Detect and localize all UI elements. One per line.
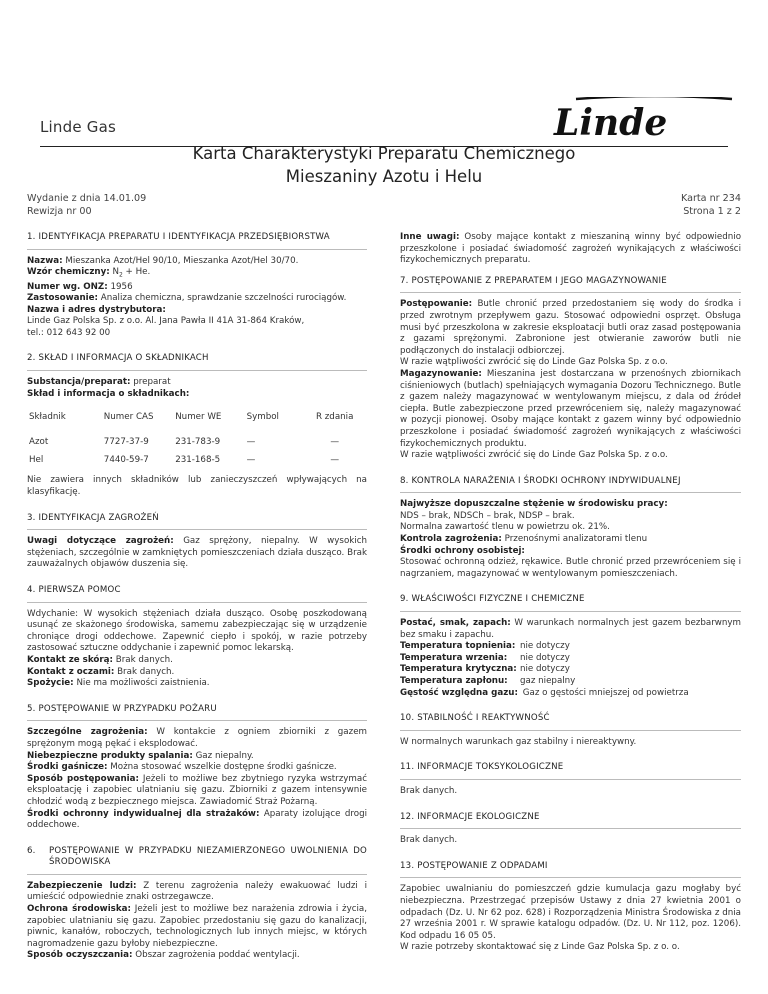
storage-doubt: W razie wątpliwości zwrócić się do Linde Gaz Polska Sp. z o.o. — [400, 450, 668, 461]
composition-note: Nie zawiera innych składników lub zanieczyszczeń wpływających na klasyfikację. — [27, 475, 367, 498]
fire-products: Niebezpieczne produkty spalania: Gaz niepalny. — [27, 750, 254, 761]
section-10-heading: 10. STABILNOŚĆ I REAKTYWNOŚĆ — [400, 713, 741, 731]
oxygen-content: Normalna zawartość tlenu w powietrzu ok. 21%. — [400, 522, 610, 533]
toxicology-text: Brak danych. — [400, 785, 458, 796]
brand-name: Linde Gas — [40, 118, 116, 136]
revision-number: Rewizja nr 00 — [27, 206, 92, 217]
table-cell: 231-783-9 — [175, 437, 221, 448]
table-cell: Hel — [29, 454, 44, 465]
release-cleanup: Sposób oczyszczania: Obszar zagrożenia poddać wentylacji. — [27, 950, 300, 961]
document-title: Karta Charakterystyki Preparatu Chemicznego — [192, 144, 576, 163]
section-5-heading: 5. POSTĘPOWANIE W PRZYPADKU POŻARU — [27, 704, 367, 722]
table-header-cell: Numer CAS — [103, 412, 154, 423]
table-cell: — — [330, 437, 340, 448]
property-row: Gęstość względna gazu: Gaz o gęstości mniejszej od powietrza — [400, 687, 689, 698]
substance-type: Substancja/preparat: preparat — [27, 377, 171, 388]
fire-agents: Środki gaśnicze: Można stosować wszelkie dostępne środki gaśnicze. — [27, 762, 337, 773]
table-cell: — — [330, 454, 340, 465]
section-11-heading: 11. INFORMACJE TOKSYKOLOGICZNE — [400, 762, 741, 780]
first-aid-eyes: Kontakt z oczami: Brak danych. — [27, 666, 175, 677]
fire-ppe: Środki ochronny indywidualnej dla strażaków: Aparaty izolujące drogi oddechowe. — [27, 808, 368, 831]
property-row: Temperatura krytyczna: nie dotyczy — [400, 664, 570, 675]
linde-logo — [546, 97, 734, 141]
composition-table — [27, 402, 367, 469]
first-aid-skin: Kontakt ze skórą: Brak danych. — [27, 654, 173, 665]
section-3-heading: 3. IDENTYFIKACJA ZAGROŻEŃ — [27, 513, 367, 531]
property-row: Temperatura topnienia: nie dotyczy — [400, 641, 570, 652]
table-header-cell: Symbol — [246, 412, 279, 423]
hazard-notes: Uwagi dotyczące zagrożeń: Gaz sprężony, niepalny. W wysokich stężeniach, szczególnie w zamkniętych pomieszczeniach działa dusząco. Brak zauważalnych objawów duszenia się. — [27, 536, 367, 570]
table-cell: 7440-59-7 — [103, 454, 149, 465]
distributor-phone: tel.: 012 643 92 00 — [27, 327, 111, 338]
stability-text: W normalnych warunkach gaz stabilny i niereaktywny. — [400, 736, 637, 747]
table-row — [27, 434, 367, 452]
table-cell: 7727-37-9 — [103, 437, 149, 448]
onz-number: Numer wg. ONZ: 1956 — [27, 281, 133, 292]
fire-special-hazards: Szczególne zagrożenia: W kontakcie z ogniem zbiorniki z gazem sprężonym mogą pękać i eksplodować. — [27, 727, 367, 749]
section-1-heading: 1. IDENTYFIKACJA PREPARATU I IDENTYFIKACJA PRZEDSIĘBIORSTWA — [27, 232, 367, 250]
document-subtitle: Mieszaniny Azotu i Helu — [285, 167, 483, 186]
section-6-heading: 6. POSTĘPOWANIE W PRZYPADKU NIEZAMIERZONEGO UWOLNIENIA DO ŚRODOWISKA — [27, 846, 367, 875]
first-aid-inhalation: Wdychanie: W wysokich stężeniach działa dusząco. Osobę poszkodowaną usunąć ze skażonego środowiska, samemu zabezpieczając się w urządzenie chroniące drogi oddechowe. Zapewnić ciepło i spokój, w razie potrzeby zastosować sztuczne oddychanie i zapewnić pomoc lekarską. — [27, 608, 368, 654]
release-people: Zabezpieczenie ludzi: Z terenu zagrożenia należy ewakuować ludzi i umieścić odpowiednie znaki ostrzegawcze. — [27, 880, 367, 903]
page-number: Strona 1 z 2 — [683, 206, 741, 217]
distributor-label: Nazwa i adres dystrybutora: — [27, 304, 166, 315]
exposure-limits-label: Najwyższe dopuszczalne stężenie w środowisku pracy: — [400, 499, 668, 510]
property-row: Temperatura zapłonu: gaz niepalny — [400, 676, 576, 686]
storage-text: Magazynowanie: Mieszanina jest dostarczana w przenośnych zbiornikach ciśnieniowych (butlach) spełniających wymagania Dozoru Technicznego. Butle z gazem należy magazynować w wentylowanym miejscu, z dala od źródeł ciepła. Butle zabezpieczone przed przewróceniem się, należy magazynować w pozycji pionowej. Osoby mające kontakt z gazem winny być odpowiednio przeszkolone i posiadać świadomość zagrożeń wynikających z właściwości fizykochemicznych produktu. — [400, 368, 741, 449]
section-7-heading: 7. POSTĘPOWANIE Z PREPARATEM I JEGO MAGAZYNOWANIE — [400, 276, 741, 294]
product-name: Nazwa: Mieszanka Azot/Hel 90/10, Mieszanka Azot/Hel 30/70. — [27, 255, 299, 266]
section-2-heading: 2. SKŁAD I INFORMACJA O SKŁADNIKACH — [27, 353, 367, 371]
first-aid-ingestion: Spożycie: Nie ma możliwości zaistnienia. — [27, 678, 210, 689]
waste-text: Zapobiec uwalnianiu do pomieszczeń gdzie kumulacja gazu mogłaby być niebezpieczna. Przestrzegać przepisów Ustawy z dnia 27 kwietnia 2001 o odpadach (Dz. U. Nr 62 poz. 628) i Rozporządzenia Ministra Środowiska z dnia 27 września 2001 r. W sprawie katalogu odpadów. (Dz. U. Nr 112, poz. 1206). Kod odpadu 16 05 05. — [400, 884, 741, 941]
table-row — [27, 452, 367, 470]
table-cell: 231-168-5 — [175, 454, 221, 465]
card-number: Karta nr 234 — [680, 193, 741, 204]
physical-form: Postać, smak, zapach: W warunkach normalnych jest gazem bezbarwnym bez smaku i zapachu. — [400, 618, 741, 640]
table-header-cell: Składnik — [29, 412, 66, 423]
left-column — [27, 228, 367, 962]
table-header-cell: Numer WE — [175, 412, 222, 423]
handling-text: Postępowanie: Butle chronić przed przedostaniem się wody do środka i przed zwrotnym przepływem gazu. Stosować odpowiedni osprzęt. Obsługa musi być przeszkolona w zakresie eksploatacji butli oraz zasad postępowania z gazami sprężonymi. Zabronione jest otwieranie zaworów butli nie podłączonych do instalacji odbiorczej. — [400, 299, 742, 356]
ecology-text: Brak danych. — [400, 835, 458, 846]
waste-doubt: W razie potrzeby skontaktować się z Linde Gaz Polska Sp. z o. o. — [400, 942, 680, 953]
linde-logo-text: Linde — [554, 102, 668, 141]
exposure-limits: NDS – brak, NDSCh – brak, NDSP – brak. — [400, 510, 575, 521]
release-environment: Ochrona środowiska: Jeżeli jest to możliwe bez narażenia zdrowia i życia, zapobiec ulatnianiu się gazu. Zapobiec przedostaniu się gazu do kanalizacji, piwnic, kanałów, roboczych, technologicznych lub innych miejsc, w których nagromadzenie gazu byłoby niebezpieczne. — [27, 904, 367, 949]
ppe-text: Stosować ochronną odzież, rękawice. Butle chronić przed przewróceniem się i nagrzaniem, magazynować w wentylowanym pomieszczeniach. — [400, 557, 741, 579]
issue-date: Wydanie z dnia 14.01.09 — [27, 193, 147, 204]
distributor-address: Linde Gaz Polska Sp. z o.o. Al. Jana Pawła II 41A 31-864 Kraków, — [27, 316, 305, 327]
section-9-heading: 9. WŁAŚCIWOŚCI FIZYCZNE I CHEMICZNE — [400, 594, 741, 612]
chemical-formula: Wzór chemiczny: $N_2 + He$. — [27, 267, 151, 279]
right-column — [400, 232, 741, 954]
usage: Zastosowanie: Analiza chemiczna, sprawdzanie szczelności rurociągów. — [27, 293, 347, 304]
hazard-control: Kontrola zagrożenia: Przenośnymi analizatorami tlenu — [400, 534, 648, 545]
table-cell: — — [246, 437, 256, 448]
table-cell: — — [246, 454, 256, 465]
section-13-heading: 13. POSTĘPOWANIE Z ODPADAMI — [400, 861, 741, 879]
table-cell: Azot — [29, 437, 49, 448]
section-12-heading: 12. INFORMACJE EKOLOGICZNE — [400, 812, 741, 830]
section-4-heading: 4. PIERWSZA POMOC — [27, 585, 367, 603]
table-header-cell: R zdania — [315, 412, 354, 423]
table-header-row — [27, 402, 367, 434]
handling-doubt: W razie wątpliwości zwrócić się do Linde Gaz Polska Sp. z o.o. — [400, 357, 668, 368]
ppe-label: Środki ochrony osobistej: — [400, 545, 525, 556]
section-8-heading: 8. KONTROLA NARAŻENIA I ŚRODKI OCHRONY INDYWIDUALNEJ — [400, 476, 741, 494]
property-row: Temperatura wrzenia: nie dotyczy — [400, 652, 570, 663]
other-notes: Inne uwagi: Osoby mające kontakt z mieszaniną winny być odpowiednio przeszkolone i posiadać świadomość zagrożeń wynikających z właściwości fizykochemicznych preparatu. — [400, 232, 742, 266]
composition-label: Skład i informacja o składnikach: — [27, 388, 190, 399]
fire-method: Sposób postępowania: Jeżeli to możliwe bez zbytniego ryzyka wstrzymać eksploatację i zapobiec ulatnianiu się gazu. Zbiorniki z gazem intensywnie chłodzić wodą z bezpiecznego miejsca. Zawiadomić Straż Pożarną. — [27, 773, 367, 807]
